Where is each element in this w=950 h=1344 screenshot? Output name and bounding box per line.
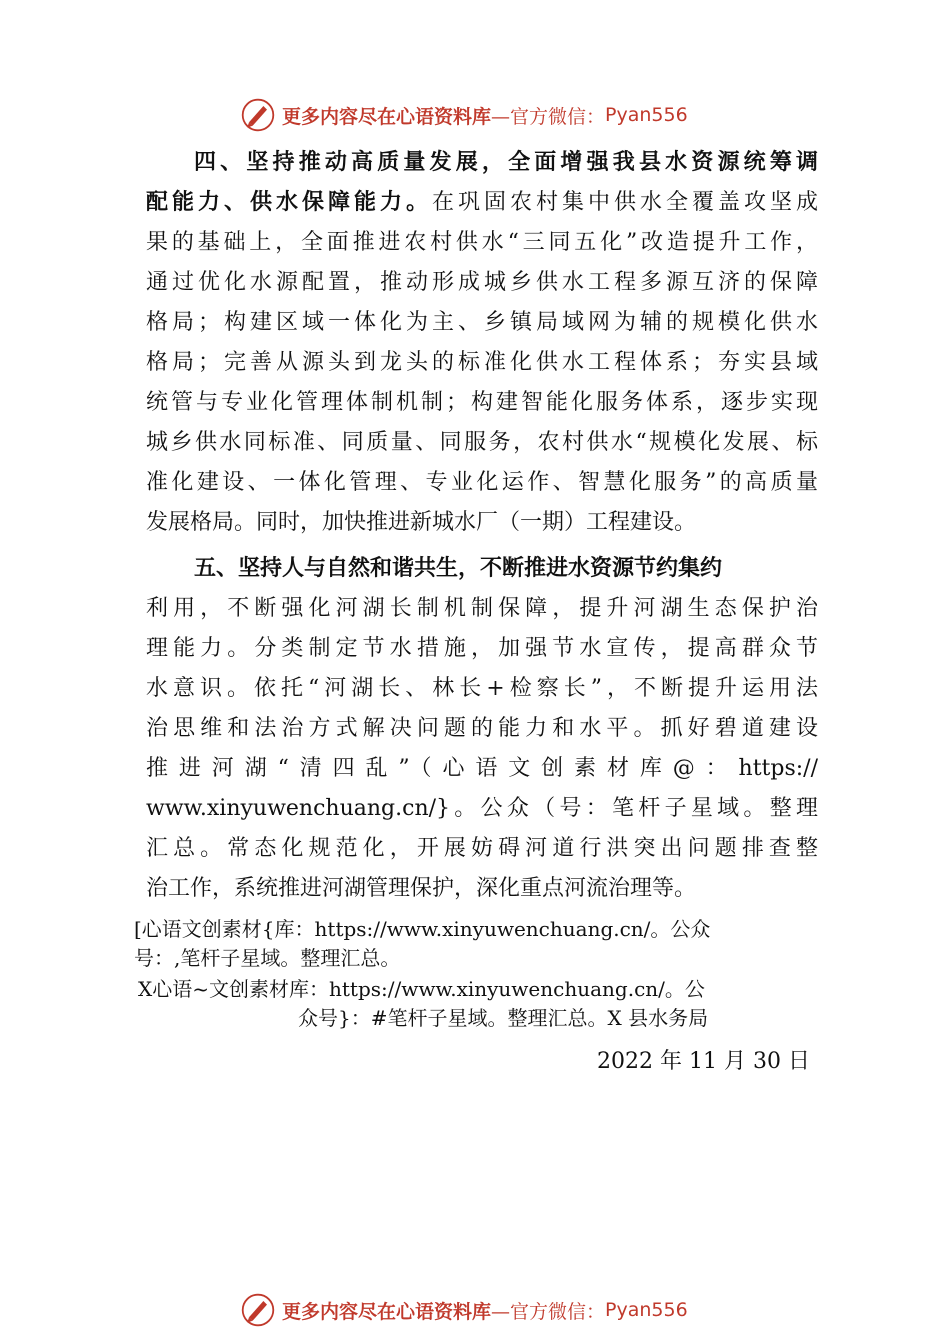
section-5-line: 治工作，系统推进河湖管理保护，深化重点河流治理等。 bbox=[146, 876, 697, 901]
banner-title: 更多内容尽在心语资料库 bbox=[282, 1300, 492, 1323]
section-4-line: 准化建设、一体化管理、专业化运作、智慧化服务”的高质量 bbox=[146, 470, 818, 495]
banner-title: 更多内容尽在心语资料库 bbox=[282, 105, 492, 128]
section-4-line: 格局；完善从源头到龙头的标准化供水工程体系；夯实县域 bbox=[146, 350, 818, 375]
section-4-line: 发展格局。同时，加快推进新城水厂（一期）工程建设。 bbox=[146, 510, 697, 535]
section-4-line: 统管与专业化管理体制机制；构建智能化服务体系，逐步实现 bbox=[146, 390, 818, 415]
section-4-line: 通过优化水源配置，推动形成城乡供水工程多源互济的保障 bbox=[146, 270, 818, 295]
section-5-line: 治思维和法治方式解决问题的能力和水平。抓好碧道建设 bbox=[146, 716, 818, 741]
section-5-heading: 五、坚持人与自然和谐共生，不断推进水资源节约集约 bbox=[194, 556, 723, 581]
pen-logo-icon bbox=[240, 97, 276, 133]
section-4 bbox=[146, 143, 818, 543]
footer-banner bbox=[240, 1290, 688, 1330]
section-5-line: 理能力。分类制定节水措施，加强节水宣传，提高群众节 bbox=[146, 636, 818, 661]
section-4-line: 城乡供水同标准、同质量、同服务，农村供水“规模化发展、标 bbox=[146, 430, 818, 455]
note-line: [心语文创素材{库：https://www.xinyuwenchuang.cn/。公众 bbox=[134, 917, 711, 941]
banner-wechat-label: —官方微信： bbox=[491, 1300, 606, 1323]
section-4-line bbox=[146, 183, 818, 223]
section-4-heading: 四、坚持推动高质量发展，全面增强我县水资源统筹调 bbox=[194, 150, 818, 175]
note-line: 号：,笔杆子星域。整理汇总。 bbox=[134, 946, 401, 970]
header-banner bbox=[240, 95, 688, 135]
section-4-line: 果的基础上，全面推进农村供水“三同五化”改造提升工作， bbox=[146, 230, 818, 255]
banner-wechat-label: —官方微信： bbox=[491, 105, 606, 128]
banner-wechat-id: Pyan556 bbox=[605, 1299, 688, 1321]
banner-wechat-id: Pyan556 bbox=[605, 104, 688, 126]
section-4-text: 在巩固农村集中供水全覆盖攻坚成 bbox=[432, 190, 818, 215]
section-5-line: www.xinyuwenchuang.cn/}。公众（号：笔杆子星域。整理 bbox=[146, 796, 818, 821]
section-5-line: 推进河湖“清四乱”（心语文创素材库@：https:// bbox=[146, 756, 818, 781]
note-line: X心语~文创素材库：https://www.xinyuwenchuang.cn/。公 bbox=[138, 977, 705, 1001]
signature-line: 众号}：#笔杆子星域。整理汇总。X 县水务局 bbox=[298, 1006, 709, 1030]
section-5-line: 汇总。常态化规范化，开展妨碍河道行洪突出问题排查整 bbox=[146, 836, 818, 861]
document-date: 2022 年 11 月 30 日 bbox=[597, 1049, 810, 1074]
section-4-line: 格局；构建区域一体化为主、乡镇局域网为辅的规模化供水 bbox=[146, 310, 818, 335]
section-5 bbox=[146, 549, 818, 909]
section-5-line: 水意识。依托“河湖长、林长+检察长”，不断提升运用法 bbox=[146, 676, 818, 701]
section-5-line: 利用，不断强化河湖长制机制保障，提升河湖生态保护治 bbox=[146, 596, 818, 621]
section-4-heading-end: 配能力、供水保障能力。 bbox=[146, 190, 432, 215]
pen-logo-icon bbox=[240, 1292, 276, 1328]
